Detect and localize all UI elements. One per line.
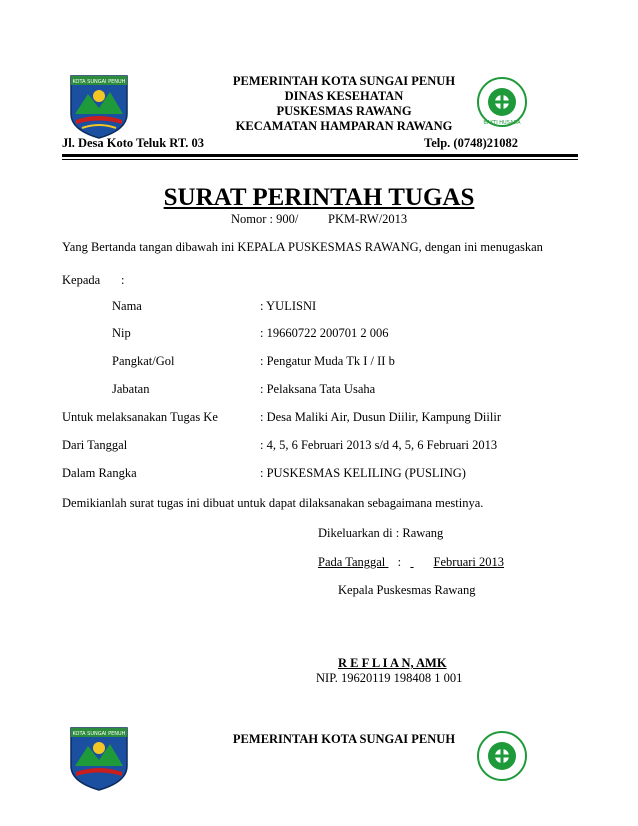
header-line-department: DINAS KESEHATAN bbox=[284, 89, 404, 103]
intro-paragraph: Yang Bertanda tangan dibawah ini KEPALA PUSKESMAS RAWANG, dengan ini menugaskan bbox=[62, 240, 543, 254]
header-rule-thick bbox=[62, 154, 578, 157]
header-phone: Telp. (0748)21082 bbox=[424, 136, 518, 150]
kepada-label: Kepada bbox=[62, 273, 101, 287]
bakti-husada-emblem bbox=[476, 76, 528, 128]
issued-date-colon: : bbox=[397, 555, 402, 569]
footer-bakti-husada-emblem bbox=[476, 730, 528, 782]
signer-position: Kepala Puskesmas Rawang bbox=[338, 583, 476, 597]
kepada-colon: : bbox=[121, 273, 125, 287]
header-address: Jl. Desa Koto Teluk RT. 03 bbox=[62, 136, 205, 150]
issued-place: Dikeluarkan di : Rawang bbox=[318, 526, 444, 540]
field-value-nip: : 19660722 200701 2 006 bbox=[260, 326, 389, 340]
footer-city-crest-logo bbox=[68, 722, 130, 792]
field-value-nama: : YULISNI bbox=[260, 299, 317, 313]
detail-label-tanggal: Dari Tanggal bbox=[62, 438, 128, 452]
detail-value-tugas: : Desa Maliki Air, Dusun Diilir, Kampung Diilir bbox=[260, 410, 501, 424]
footer-government-line: PEMERINTAH KOTA SUNGAI PENUH bbox=[232, 732, 456, 746]
field-label-jabatan: Jabatan bbox=[112, 382, 150, 396]
emblem-caption: BAKTI HUSADA bbox=[483, 120, 521, 126]
document-number-value: PKM-RW/2013 bbox=[328, 212, 408, 226]
header-line-district: KECAMATAN HAMPARAN RAWANG bbox=[235, 119, 453, 133]
crest-banner-text: KOTA SUNGAI PENUH bbox=[72, 79, 126, 85]
signer-name: R E F L I A N, AMK bbox=[338, 656, 447, 670]
document-title: SURAT PERINTAH TUGAS bbox=[163, 184, 475, 211]
field-label-nama: Nama bbox=[112, 299, 142, 313]
field-value-pangkat: : Pengatur Muda Tk I / II b bbox=[260, 354, 395, 368]
detail-label-tugas: Untuk melaksanakan Tugas Ke bbox=[62, 410, 218, 424]
detail-value-tanggal: : 4, 5, 6 Februari 2013 s/d 4, 5, 6 Februari 2013 bbox=[260, 438, 498, 452]
detail-value-rangka: : PUSKESMAS KELILING (PUSLING) bbox=[260, 466, 466, 480]
footer-crest-banner-text: KOTA SUNGAI PENUH bbox=[72, 731, 126, 737]
document-number-label: Nomor : 900/ bbox=[231, 212, 299, 226]
signer-nip: NIP. 19620119 198408 1 001 bbox=[316, 671, 463, 685]
field-value-jabatan: : Pelaksana Tata Usaha bbox=[260, 382, 376, 396]
header-institution-block bbox=[214, 74, 474, 134]
header-line-puskesmas: PUSKESMAS RAWANG bbox=[276, 104, 412, 118]
header-rule-thin bbox=[62, 159, 578, 160]
issued-date-label: Pada Tanggal bbox=[318, 555, 386, 569]
field-label-nip: Nip bbox=[112, 326, 131, 340]
field-label-pangkat: Pangkat/Gol bbox=[112, 354, 175, 368]
city-crest-logo bbox=[68, 70, 130, 140]
issued-date-value: Februari 2013 bbox=[433, 555, 505, 569]
closing-paragraph: Demikianlah surat tugas ini dibuat untuk dapat dilaksanakan sebagaimana mestinya. bbox=[62, 496, 484, 510]
detail-label-rangka: Dalam Rangka bbox=[62, 466, 137, 480]
issued-date-line bbox=[318, 555, 504, 570]
header-line-government: PEMERINTAH KOTA SUNGAI PENUH bbox=[232, 74, 456, 88]
